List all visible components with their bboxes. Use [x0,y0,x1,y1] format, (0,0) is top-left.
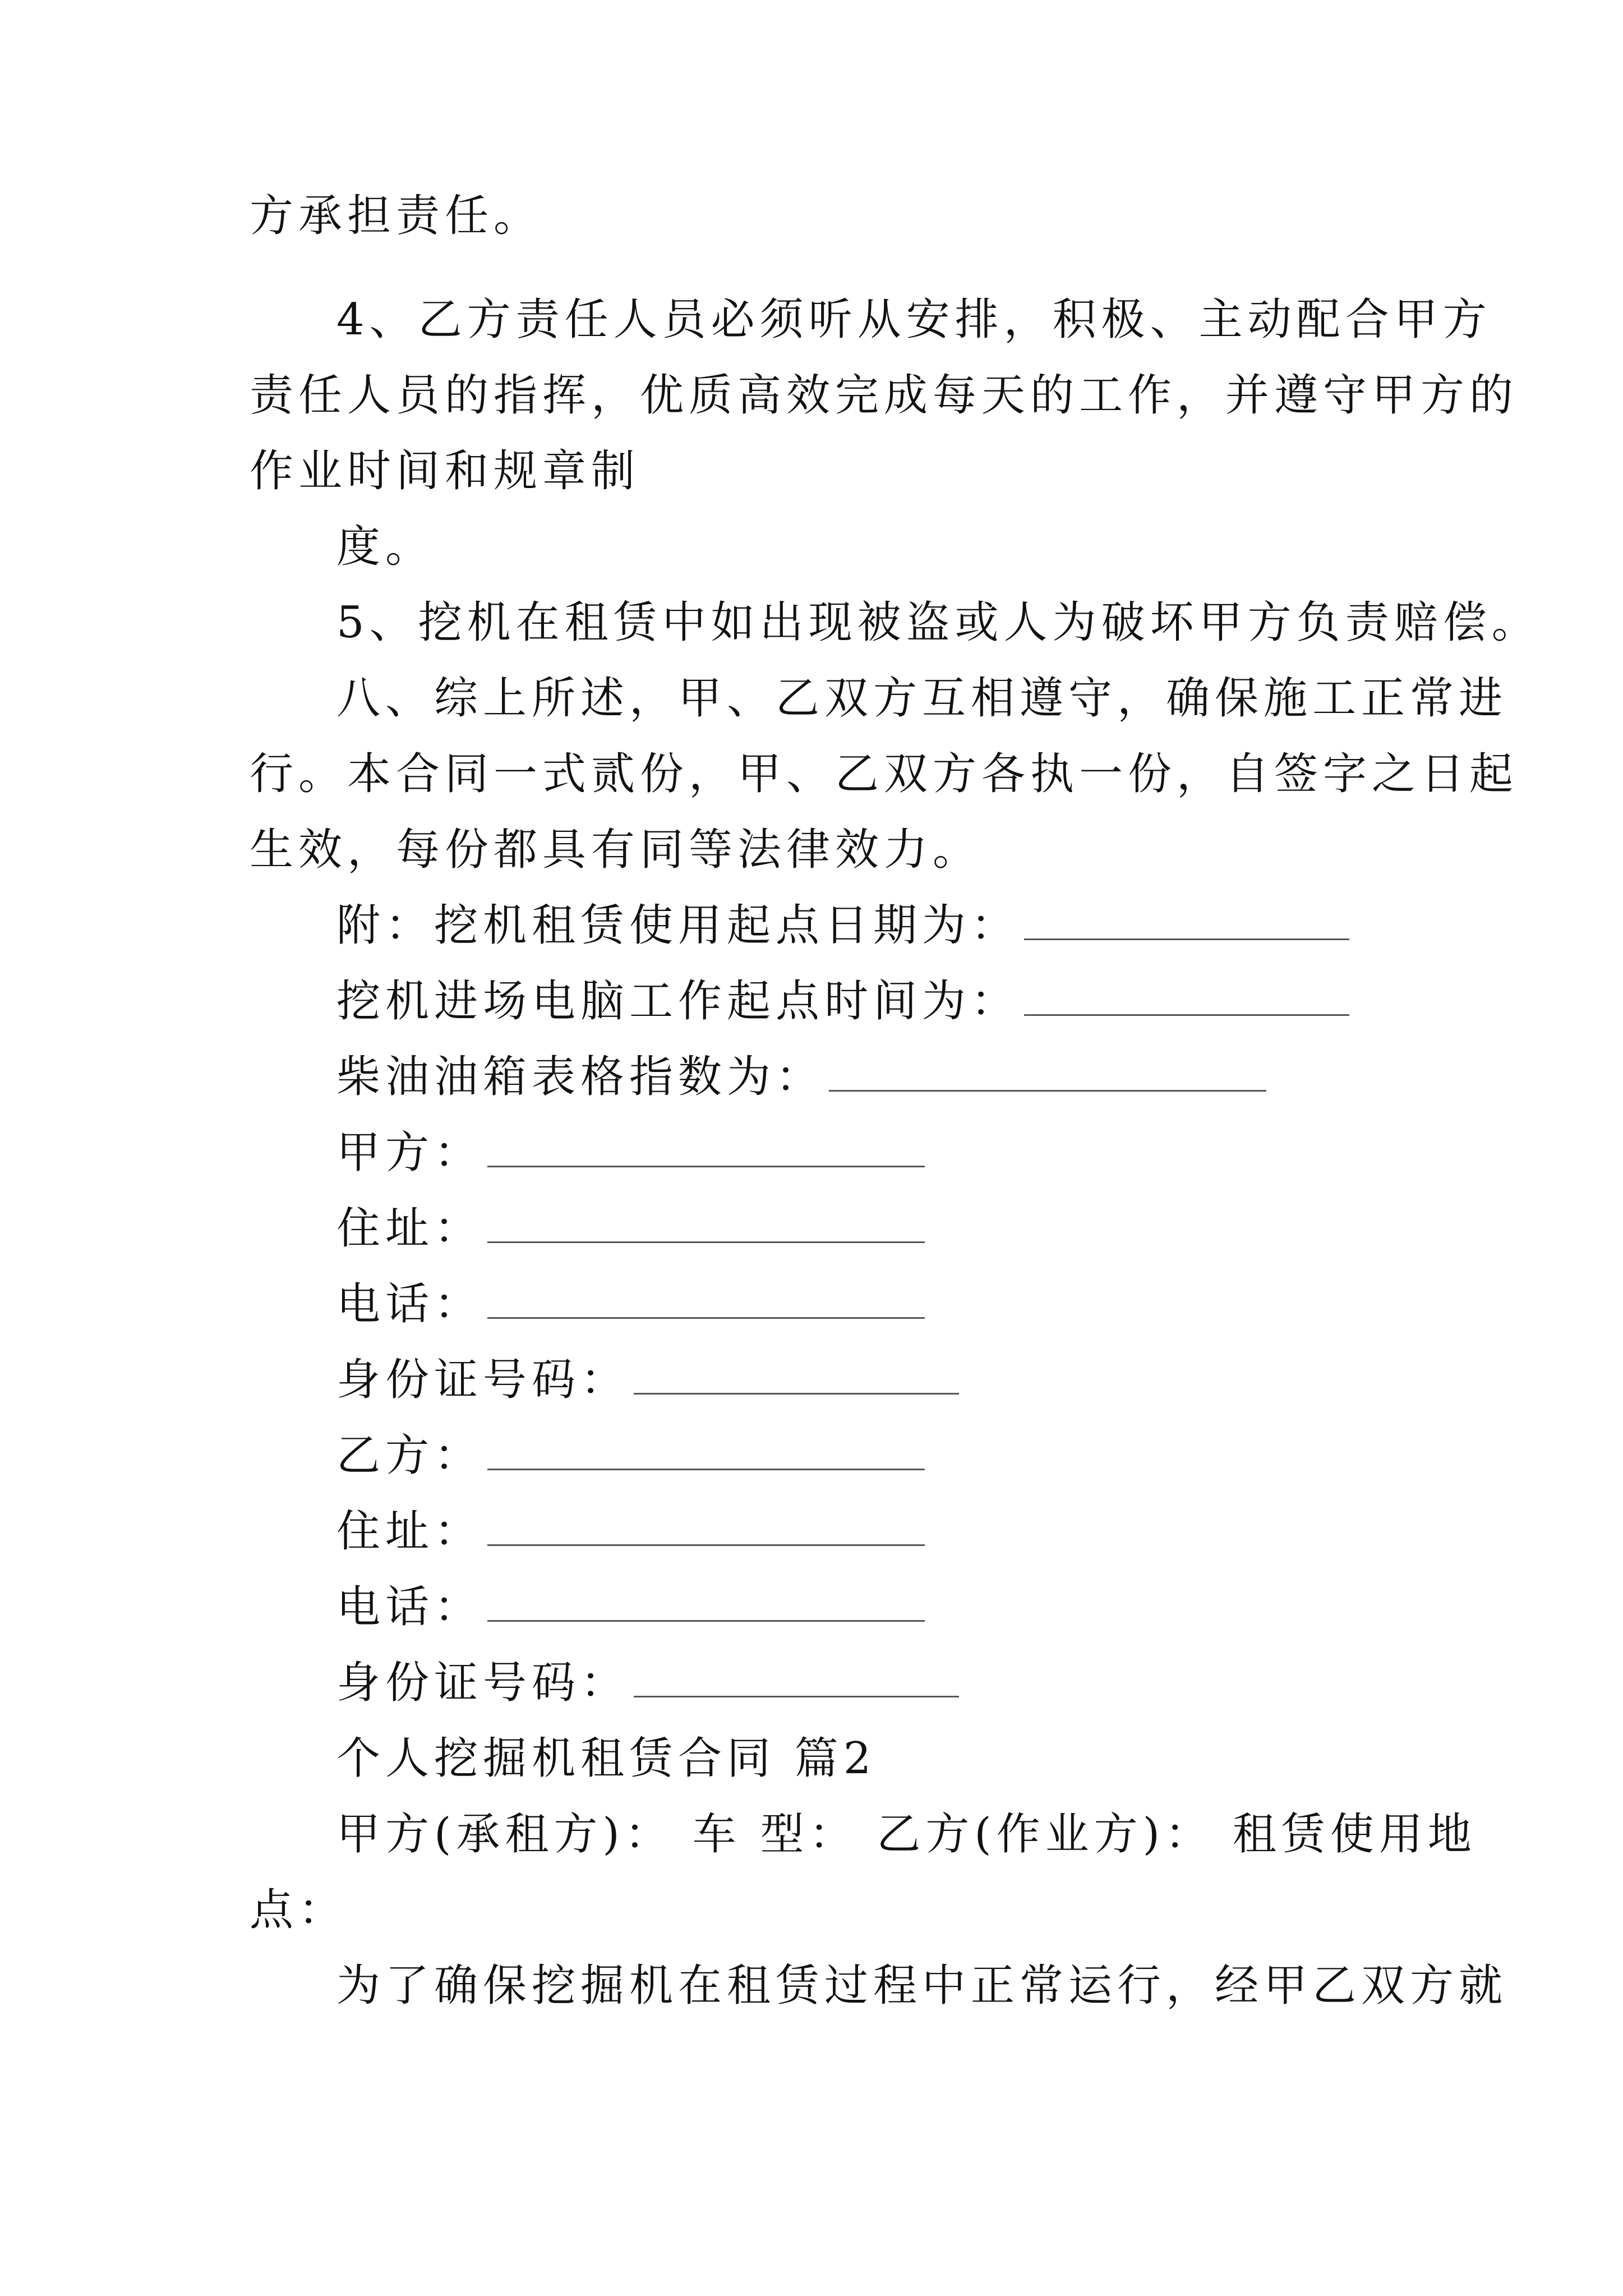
blank-field-party-b[interactable] [487,1434,925,1470]
form-line [336,973,1349,1029]
text: 4、乙方责任人员必须听从安排，积极、主动配合甲方 [336,295,1492,345]
paragraph-line [336,1806,1477,1862]
text: 行。本合同一式贰份，甲、乙双方各执一份，自签字之日起 [250,749,1519,799]
text: 甲方(承租方)： 车 型： 乙方(作业方)： 租赁使用地 [336,1809,1477,1860]
text: 作业时间和规章制 [250,446,640,496]
field-label: 身份证号码： [336,1658,630,1708]
form-line [336,1579,925,1635]
blank-field-start-date[interactable] [1024,904,1349,940]
field-label: 乙方： [336,1430,483,1481]
paragraph-line [250,746,1518,802]
text: 方承担责任。 [250,191,543,241]
blank-field-party-a[interactable] [487,1131,925,1167]
paragraph-line [250,443,640,499]
form-line [336,1049,1266,1105]
blank-field-party-b-phone[interactable] [487,1585,925,1622]
paragraph-line [336,670,1507,726]
text: 个人挖掘机租赁合同 篇2 [336,1733,877,1784]
paragraph-line [250,188,542,244]
text: 5、挖机在租赁中如出现被盗或人为破坏甲方负责赔偿。 [336,597,1541,648]
paragraph-line [250,1882,347,1938]
paragraph-line [336,1958,1507,2014]
paragraph-line [336,595,1541,651]
field-label: 电话： [336,1279,483,1329]
form-line [336,1503,925,1559]
text: 为了确保挖掘机在租赁过程中正常运行，经甲乙双方就 [336,1961,1508,2011]
text: 点： [250,1885,348,1935]
field-label: 住址： [336,1203,483,1254]
paragraph-line [250,822,981,878]
text: 责任人员的指挥，优质高效完成每天的工作，并遵守甲方的 [250,370,1519,421]
field-label: 电话： [336,1582,483,1632]
section-heading [336,1731,876,1787]
text: 度。 [336,522,435,572]
field-label: 甲方： [336,1128,483,1178]
form-line [336,1200,925,1257]
form-line [336,1428,925,1484]
field-label: 柴油油箱表格指数为： [336,1052,825,1102]
form-line [336,1352,959,1408]
field-label: 挖机进场电脑工作起点时间为： [336,976,1020,1027]
field-label: 身份证号码： [336,1355,630,1405]
blank-field-party-a-address[interactable] [487,1207,925,1243]
blank-field-start-time[interactable] [1024,979,1349,1016]
blank-field-party-b-id[interactable] [634,1661,959,1697]
form-line [336,1125,925,1181]
form-line [336,1276,925,1332]
text: 八、综上所述，甲、乙双方互相遵守，确保施工正常进 [336,673,1508,724]
text: 生效，每份都具有同等法律效力。 [250,825,982,875]
form-line [336,898,1349,954]
paragraph-line [336,292,1492,348]
field-label: 住址： [336,1506,483,1557]
blank-field-fuel-index[interactable] [829,1055,1266,1092]
blank-field-party-a-id[interactable] [634,1358,959,1395]
field-label: 附：挖机租赁使用起点日期为： [336,900,1020,951]
blank-field-party-a-phone[interactable] [487,1282,925,1319]
form-line [336,1655,959,1711]
paragraph-line [250,367,1518,424]
paragraph-line [336,519,434,575]
blank-field-party-b-address[interactable] [487,1510,925,1546]
